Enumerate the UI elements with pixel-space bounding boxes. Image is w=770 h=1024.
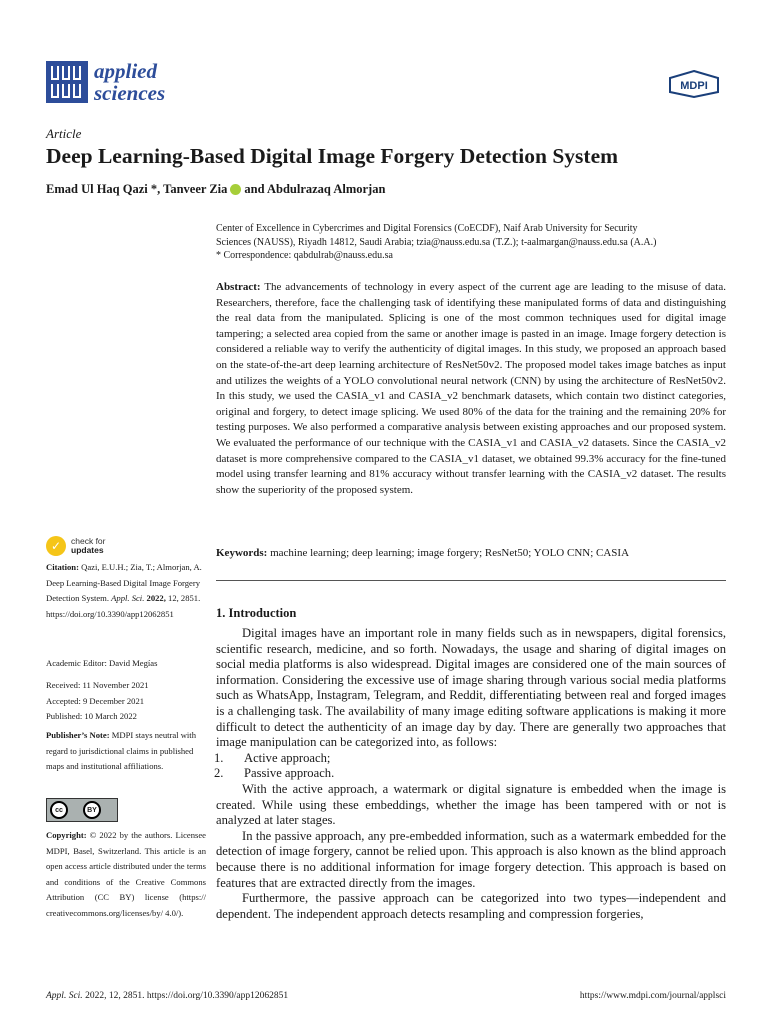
author-list — [46, 182, 385, 197]
received-date: Received: 11 November 2021 — [46, 680, 149, 690]
check-for-updates[interactable] — [46, 536, 106, 556]
mdpi-logo[interactable] — [668, 70, 720, 98]
list-number: 1. — [214, 750, 224, 765]
copyright — [46, 828, 206, 921]
academic-editor: Academic Editor: David Megías — [46, 658, 158, 668]
by-icon: BY — [83, 801, 101, 819]
accepted-date: Accepted: 9 December 2021 — [46, 695, 145, 706]
journal-logo[interactable] — [46, 60, 165, 104]
journal-logo-icon — [46, 61, 88, 103]
paragraph: In the passive approach, any pre-embedded information, such as a watermark embedded for the detection of image forgery, cannot be relied upon. This approach is also known as the blind approach because there is no additional information for image forgery detection. This approach is based on features that are extracted directly from the images. — [216, 828, 726, 890]
affiliation — [216, 222, 726, 263]
citation-year: 2022, — [146, 593, 166, 603]
citation-doi[interactable]: 12, 2851. https://doi.org/10.3390/app12062851 — [46, 593, 201, 619]
keywords-label: Keywords: — [216, 547, 268, 559]
orcid-icon[interactable] — [230, 184, 241, 195]
list-text: Passive approach. — [244, 766, 335, 781]
page-footer — [46, 991, 726, 1001]
cc-license-badge[interactable] — [46, 798, 118, 822]
paragraph: With the active approach, a watermark or digital signature is embedded when the image is created. While using these embeddings, whether the image has been tampered with or not is analyzed at later stages. — [216, 781, 726, 828]
article-type: Article — [46, 126, 82, 141]
footer-citation[interactable]: 2022, 12, 2851. https://doi.org/10.3390/app12062851 — [85, 991, 289, 1001]
list-number: 2. — [214, 766, 224, 781]
check-updates-icon: ✓ — [46, 536, 66, 556]
pubnote-label: Publisher’s Note: — [46, 730, 110, 740]
check-updates-line2: updates — [71, 545, 104, 555]
published-date: Published: 10 March 2022 — [46, 711, 137, 721]
publisher-name: MDPI — [680, 80, 708, 92]
journal-name-line1: applied — [94, 59, 157, 83]
copyright-text: © 2022 by the authors. Licensee MDPI, Basel, Switzerland. This article is an open access article distributed under the terms and conditions of the Creative Commons Attribution (CC BY) license (https:// creativecommons.org/licenses/by/ 4.0/). — [46, 830, 206, 918]
footer-journal: Appl. Sci. — [46, 991, 83, 1001]
approach-list — [214, 751, 726, 782]
authors-part1: Emad Ul Haq Qazi *, Tanveer Zia — [46, 182, 228, 196]
divider — [216, 580, 726, 581]
journal-name — [94, 60, 165, 104]
journal-name-line2: sciences — [94, 81, 166, 105]
paragraph: Furthermore, the passive approach can be categorized into two types—independent and dependent. The independent approach detects resampling and compression forgeries, — [216, 891, 726, 921]
list-text: Active approach; — [244, 750, 331, 765]
abstract-label: Abstract: — [216, 281, 261, 293]
cc-icon: cc — [50, 801, 68, 819]
copyright-label: Copyright: — [46, 830, 87, 840]
page-title: Deep Learning-Based Digital Image Forgery Detection System — [46, 144, 619, 168]
footer-url[interactable]: https://www.mdpi.com/journal/applsci — [579, 991, 726, 1001]
keywords-text: machine learning; deep learning; image forgery; ResNet50; YOLO CNN; CASIA — [270, 547, 630, 559]
affiliation-line2: Sciences (NAUSS), Riyadh 14812, Saudi Arabia; tzia@nauss.edu.sa (T.Z.); t-aalmargan@nauss.edu.sa (A.A.) — [216, 236, 657, 248]
check-updates-line1: check for — [71, 536, 106, 546]
citation-label: Citation: — [46, 562, 79, 572]
abstract — [216, 280, 726, 498]
correspondence: * Correspondence: qabdulrab@nauss.edu.sa — [216, 250, 393, 261]
list-item — [214, 766, 726, 782]
authors-part2: and Abdulrazaq Almorjan — [244, 182, 386, 196]
citation-block — [46, 560, 206, 622]
dates-block — [46, 678, 206, 725]
affiliation-line1: Center of Excellence in Cybercrimes and Digital Forensics (CoECDF), Naif Arab University for Security — [216, 223, 638, 234]
abstract-text: The advancements of technology in every aspect of the current age are leading to the misuse of data. Researchers, therefore, face the challenging task of identifying these manipulated forms of data and distinguishing the real data from the manipulated. Splicing is one of the most common techniques used for digital image tampering; a selected area copied from the same or another image is pasted in an image. Image forgery detection is considered a reliable way to verify the authenticity of digital images. In this study, we proposed an approach based on the state-of-the-art deep learning architecture of ResNet50v2. The proposed model takes image batches as input and utilizes the weights of a YOLO convolutional neural network (CNN) by using the architecture of ResNet50v2. In this study, we used the CASIA_v1 and CASIA_v2 benchmark datasets, which contain two distinct categories, original and forgery, to detect image splicing. We used 80% of the data for the training and the remaining 20% for testing purposes. We also performed a comparative analysis between existing approaches and our proposed system. We evaluated the performance of our technique with the CASIA_v1 and CASIA_v2 datasets. Since the CASIA_v2 dataset is more comprehensive compared to the CASIA_v1 dataset, we obtained 99.3% accuracy for the fine-tuned model using transfer learning and 81% accuracy without transfer learning with the CASIA_v2 dataset. The results show the superiority of the proposed system. — [216, 281, 726, 496]
publisher-note — [46, 728, 206, 775]
body-text — [216, 626, 726, 922]
citation-journal: Appl. Sci. — [111, 593, 145, 603]
paragraph: Digital images have an important role in many fields such as in newspapers, digital forensics, scientific research, medicine, and so forth. Nowadays, the usage and sharing of digital images on social media platforms is also widespread. Digital images are considered one of the main sources of information. Considering the excessive use of image sharing through various social media platforms such as WhatsApp, Instagram, Telegram, and Reddit, differentiating between real and forged images is a challenging task. The availability of many image editing software applications is making it more difficult to detect the authenticity of an image day by day. There are generally two approaches that image manipulation can be categorized into, as follows: — [216, 626, 726, 750]
citation-text: Qazi, E.U.H.; Zia, T.; Almorjan, A. Deep Learning-Based Digital Image Forgery Detection System. — [46, 562, 202, 603]
pubnote-text: MDPI stays neutral with regard to jurisdictional claims in published maps and institutional affiliations. — [46, 730, 196, 771]
keywords — [216, 546, 726, 561]
list-item — [214, 751, 726, 767]
section-heading: 1. Introduction — [216, 606, 297, 620]
